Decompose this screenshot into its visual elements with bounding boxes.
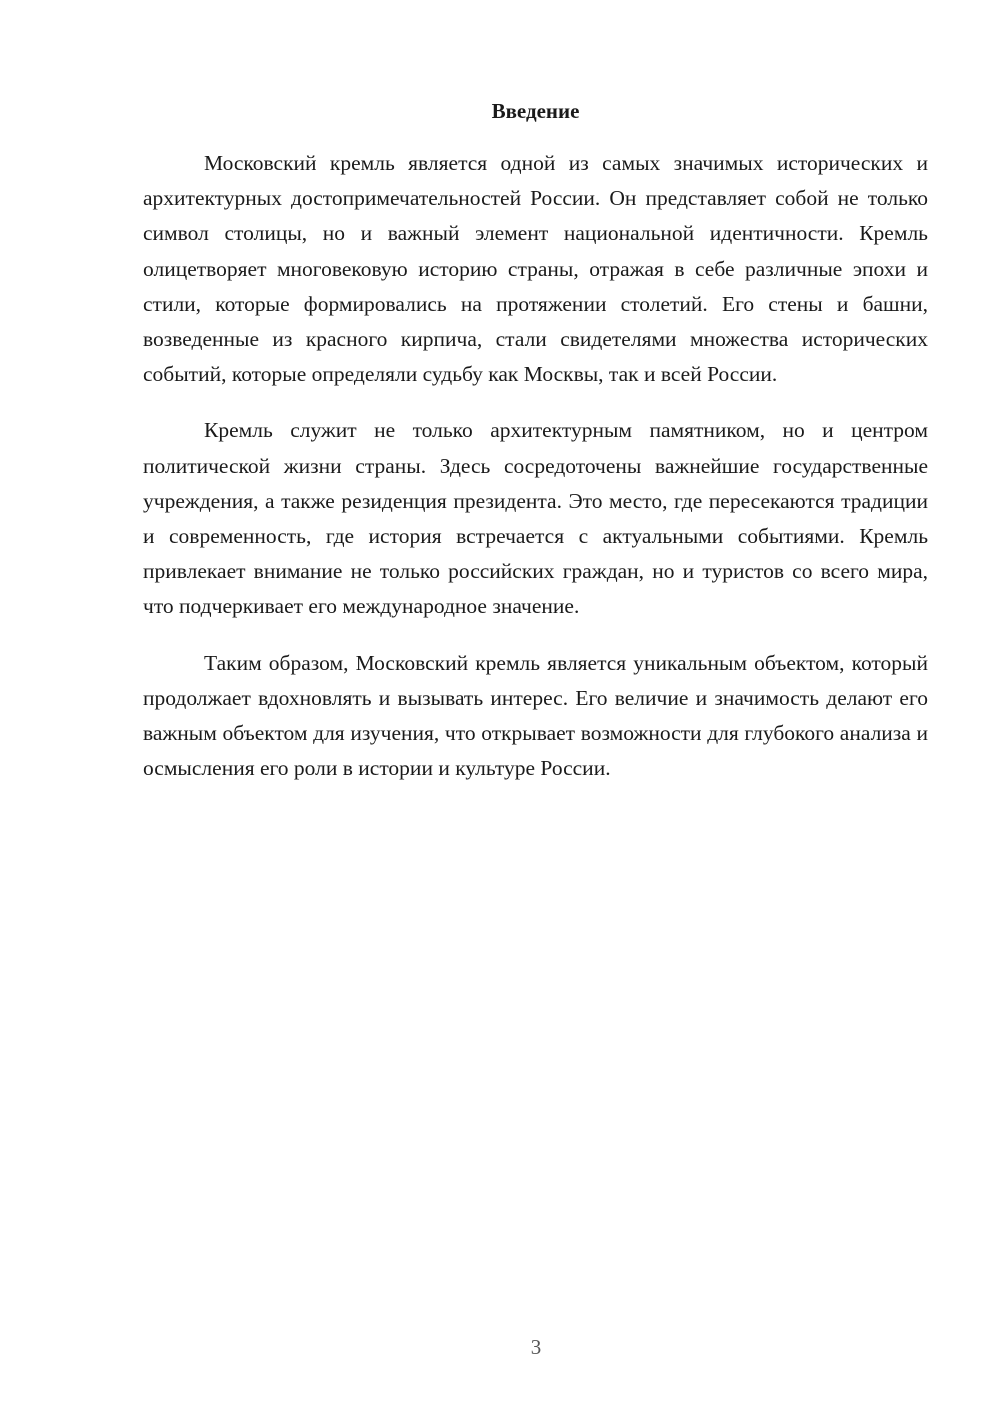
paragraph-3: Таким образом, Московский кремль является уникальным объектом, который продолжает вдохновлять и вызывать интерес. Его величие и значимость делают его важным объектом для изучения, что открывает возможности для глубокого анализа и осмысления его роли в истории и культуре России. xyxy=(143,650,928,781)
document-body xyxy=(143,97,928,786)
paragraph-1: Московский кремль является одной из самых значимых исторических и архитектурных достопримечательностей России. Он представляет собой не только символ столицы, но и важный элемент национальной идентичности. Кремль олицетворяет многовековую историю страны, отражая в себе различные эпохи и стили, которые формировались на протяжении столетий. Его стены и башни, возведенные из красного кирпича, стали свидетелями множества исторических событий, которые определяли судьбу как Москвы, так и всей России. xyxy=(143,151,928,387)
paragraph-2: Кремль служит не только архитектурным памятником, но и центром политической жизни страны. Здесь сосредоточены важнейшие государственные учреждения, а также резиденция президента. Это место, где пересекаются традиции и современность, где история встречается с актуальными событиями. Кремль привлекает внимание не только российских граждан, но и туристов со всего мира, что подчеркивает его международное значение. xyxy=(143,418,928,619)
page-number: 3 xyxy=(530,1335,542,1359)
section-heading: Введение xyxy=(491,99,580,123)
